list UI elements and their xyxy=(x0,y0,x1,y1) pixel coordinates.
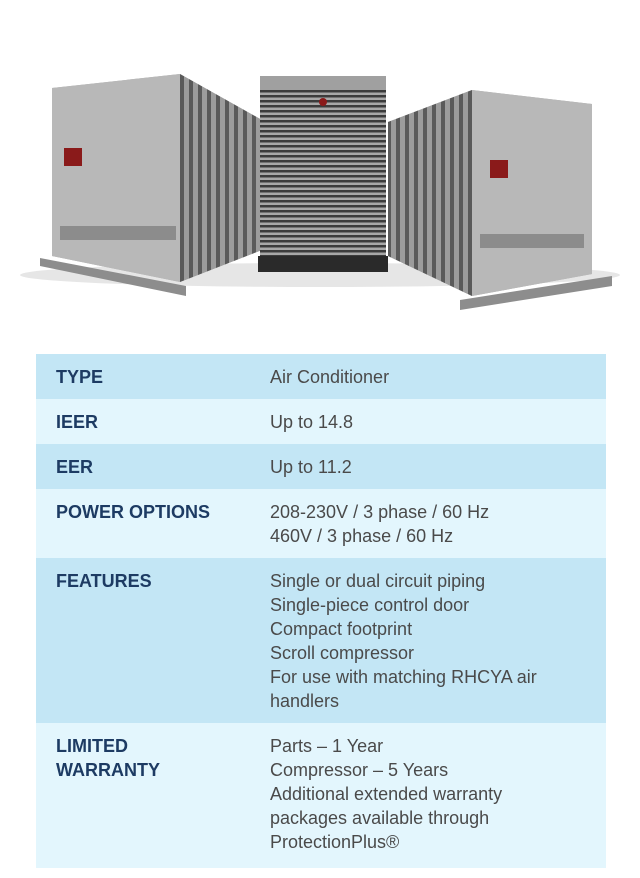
spec-value-line: Up to 14.8 xyxy=(270,412,354,432)
spec-value-line: Single-piece control door xyxy=(270,595,470,615)
spec-value xyxy=(270,734,606,854)
spec-label xyxy=(36,734,270,854)
spec-value xyxy=(270,410,606,434)
center-unit xyxy=(258,76,388,272)
spec-value-line: Compact footprint xyxy=(270,619,413,639)
spec-row-limited-warranty xyxy=(36,723,606,868)
spec-value-line: Compressor – 5 Years xyxy=(270,760,449,780)
spec-value xyxy=(270,500,606,548)
spec-label: POWER OPTIONS xyxy=(56,502,211,522)
spec-value-line: Additional extended warranty xyxy=(270,784,503,804)
spec-label: EER xyxy=(56,457,94,477)
spec-value-line: packages available through xyxy=(270,808,490,828)
spec-value-line: Scroll compressor xyxy=(270,643,415,663)
spec-row-eer xyxy=(36,444,606,489)
spec-label: TYPE xyxy=(56,367,104,387)
spec-label: FEATURES xyxy=(56,571,152,591)
spec-row-power-options xyxy=(36,489,606,558)
spec-label-line: LIMITED xyxy=(56,736,128,756)
spec-value-line: 460V / 3 phase / 60 Hz xyxy=(270,526,454,546)
left-unit xyxy=(40,74,262,296)
spec-value xyxy=(270,365,606,389)
spec-label: IEER xyxy=(56,412,99,432)
product-image-air-conditioners xyxy=(0,60,640,310)
specifications-table xyxy=(36,354,606,868)
spec-value-line: For use with matching RHCYA air xyxy=(270,667,537,687)
spec-row-type xyxy=(36,354,606,399)
spec-value-line: Parts – 1 Year xyxy=(270,736,384,756)
spec-row-ieer xyxy=(36,399,606,444)
spec-value xyxy=(270,455,606,479)
spec-value-line: handlers xyxy=(270,691,340,711)
spec-label-line: WARRANTY xyxy=(56,760,160,780)
spec-value-line: Air Conditioner xyxy=(270,367,390,387)
spec-value-line: 208-230V / 3 phase / 60 Hz xyxy=(270,502,490,522)
spec-value-line: ProtectionPlus® xyxy=(270,832,400,852)
spec-value-line: Single or dual circuit piping xyxy=(270,571,486,591)
spec-value-line: Up to 11.2 xyxy=(270,457,352,477)
spec-row-features xyxy=(36,558,606,723)
spec-value xyxy=(270,569,606,713)
